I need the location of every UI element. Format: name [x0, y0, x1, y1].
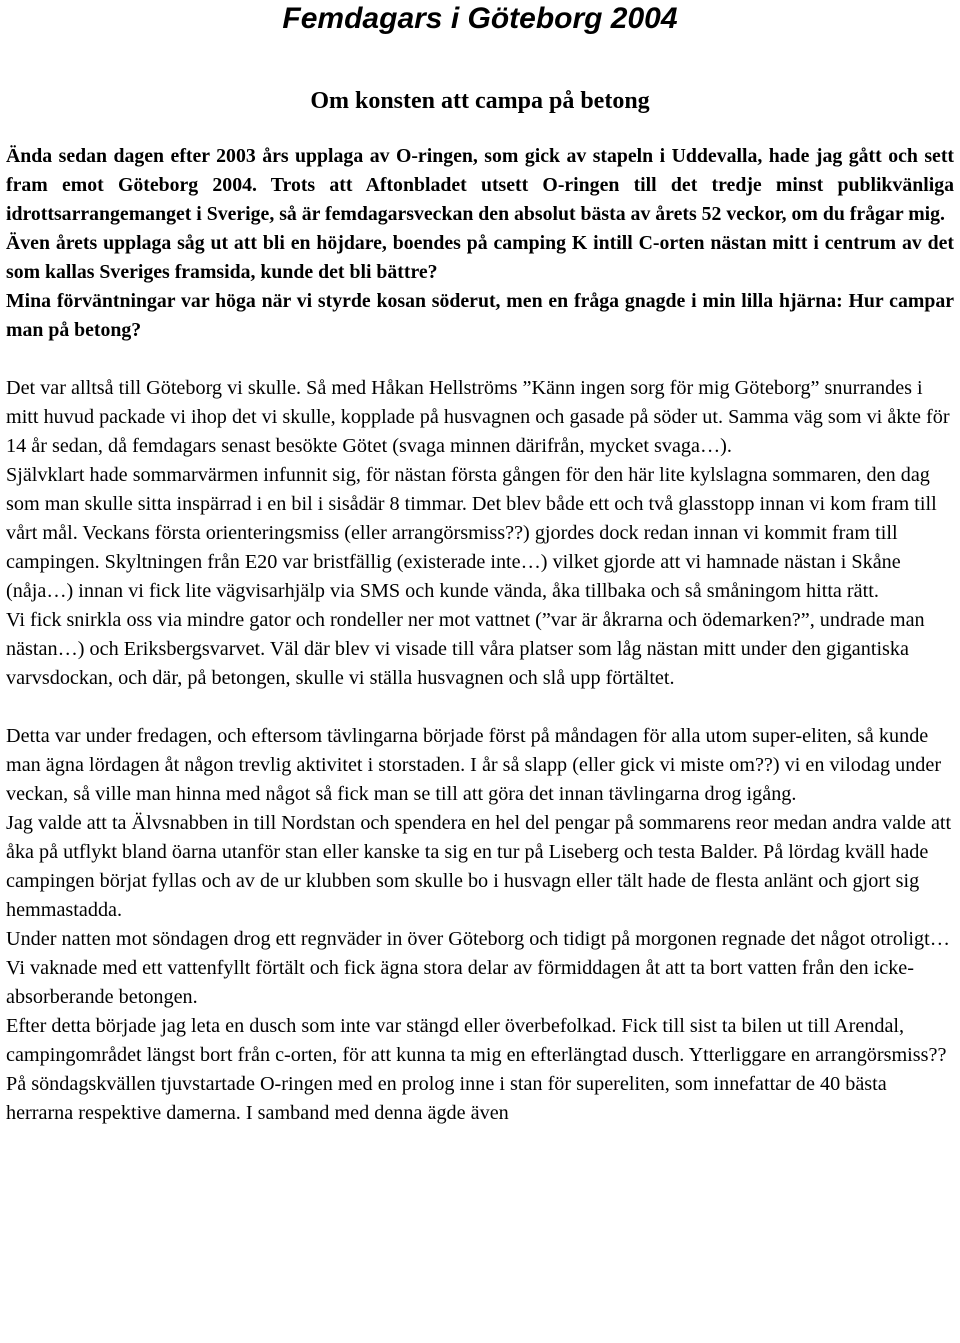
intro-section [6, 142, 954, 345]
intro-paragraph: Även årets upplaga såg ut att bli en höjdare, boendes på camping K intill C-orten nästan mitt i centrum av det som kallas Sveriges framsida, kunde det bli bättre? [6, 232, 954, 283]
intro-paragraph: Mina förväntningar var höga när vi styrde kosan söderut, men en fråga gnagde i min lilla hjärna: Hur campar man på betong? [6, 290, 954, 341]
body-paragraph: Det var alltså till Göteborg vi skulle. Så med Håkan Hellströms ”Känn ingen sorg för mig Göteborg” snurrandes i mitt huvud packade vi ihop det vi skulle, kopplade på husvagnen och gasade på söder ut. Samma väg som vi åkte för 14 år sedan, då femdagars senast besökte Götet (svaga minnen därifrån, mycket svaga…). [6, 377, 950, 457]
body-paragraph: Självklart hade sommarvärmen infunnit sig, för nästan första gången för den här lite kylslagna sommaren, den dag som man skulle sitta inspärrad i en bil i sisådär 8 timmar. Det blev både ett och två glasstopp innan vi kom fram till vårt mål. Veckans första orienteringsmiss (eller arrangörsmiss??) gjordes dock redan innan vi kommit fram till campingen. Skyltningen från E20 var bristfällig (existerade inte…) vilket gjorde att vi hamnade nästan i Skåne (nåja…) innan vi fick lite vägvisarhjälp via SMS och kunde vända, åka tillbaka och så småningom hitta rätt. [6, 464, 937, 602]
document-title: Femdagars i Göteborg 2004 [282, 2, 678, 35]
body-paragraph: Jag valde att ta Älvsnabben in till Nordstan och spendera en hel del pengar på sommarens reor medan andra valde att åka på utflykt bland öarna utanför stan eller kanske ta sig en tur på Liseberg och testa Balder. På lördag kväll hade campingen börjat fyllas och av de ur klubben som skulle bo i husvagn eller tält hade de flesta anlänt och gjort sig hemmastadda. [6, 812, 952, 921]
body-paragraph: Under natten mot söndagen drog ett regnväder in över Göteborg och tidigt på morgonen regnade det något otroligt… Vi vaknade med ett vattenfyllt förtält och fick ägna stora delar av förmiddagen åt att ta bort vatten från den icke-absorberande betongen. [6, 928, 950, 1008]
body-paragraph: På söndagskvällen tjuvstartade O-ringen med en prolog inne i stan för supereliten, som innefattar de 40 bästa herrarna respektive damerna. I samband med denna ägde även [6, 1073, 887, 1124]
body-paragraph: Vi fick snirkla oss via mindre gator och rondeller ner mot vattnet (”var är åkrarna och ödemarken?”, undrade man nästan…) och Eriksbergsvarvet. Väl där blev vi visade till våra platser som låg nästan mitt under den gigantiska varvsdockan, och där, på betongen, skulle vi ställa husvagnen och slå upp förtältet. [6, 609, 925, 689]
body-paragraph: Detta var under fredagen, och eftersom tävlingarna började först på måndagen för alla utom super-eliten, så kunde man ägna lördagen åt någon trevlig aktivitet i storstaden. I år så slapp (eller gick vi miste om??) vi en vilodag under veckan, så ville man hinna med något så fick man se till att göra det innan tävlingarna drog igång. [6, 725, 942, 805]
body-section-1 [6, 374, 954, 693]
body-section-2 [6, 722, 954, 1128]
document-page [6, 0, 954, 1128]
intro-paragraph: Ända sedan dagen efter 2003 års upplaga av O-ringen, som gick av stapeln i Uddevalla, hade jag gått och sett fram emot Göteborg 2004. Trots att Aftonbladet utsett O-ringen till det tredje minst publikvänliga idrottsarrangemanget i Sverige, så är femdagarsveckan den absolut bästa av årets 52 veckor, om du frågar mig. [6, 145, 954, 225]
body-paragraph: Efter detta började jag leta en dusch som inte var stängd eller överbefolkad. Fick till sist ta bilen ut till Arendal, campingområdet längst bort från c-orten, för att kunna ta mig en efterlängtad dusch. Ytterliggare en arrangörsmiss?? [6, 1015, 947, 1066]
document-subtitle: Om konsten att campa på betong [310, 88, 650, 114]
